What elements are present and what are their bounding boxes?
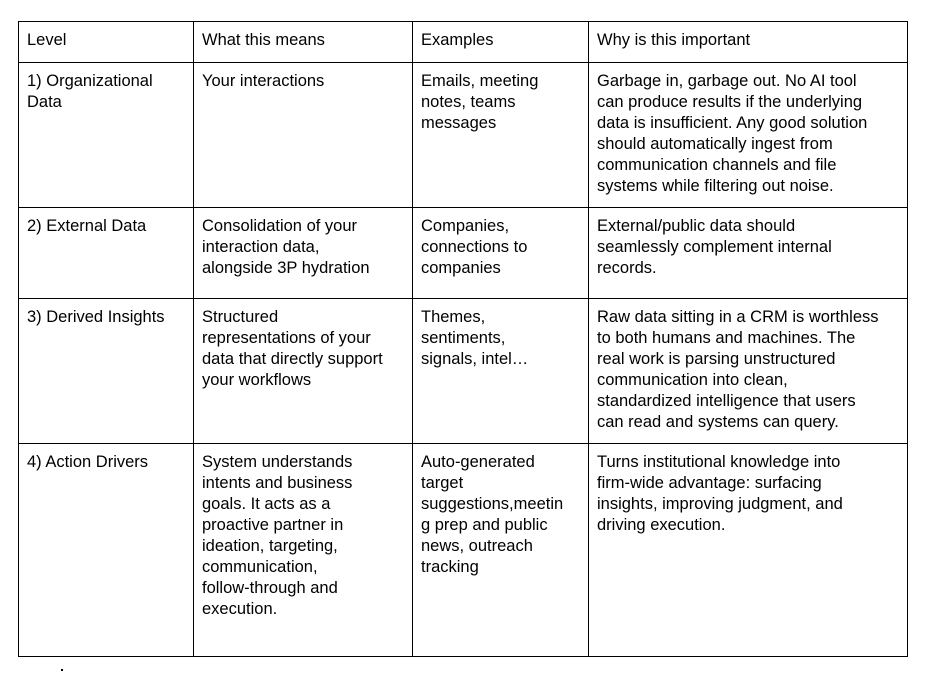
- cell-examples: Themes, sentiments, signals, intel…: [413, 299, 589, 444]
- cell-importance: External/public data should seamlessly complement internal records.: [589, 208, 908, 299]
- cell-meaning: Structured representations of your data that directly support your workflows: [194, 299, 413, 444]
- table-row: [19, 63, 908, 208]
- cell-level: 3) Derived Insights: [19, 299, 194, 444]
- table-row: [19, 208, 908, 299]
- cell-examples: Emails, meeting notes, teams messages: [413, 63, 589, 208]
- cell-importance: Raw data sitting in a CRM is worthless to both humans and machines. The real work is parsing unstructured communication into clean, standardized intelligence that users can read and systems can query.: [589, 299, 908, 444]
- cell-examples: Companies, connections to companies: [413, 208, 589, 299]
- cell-meaning: System understands intents and business goals. It acts as a proactive partner in ideation, targeting, communication, follow-through and execution.: [194, 444, 413, 657]
- stray-dot: [61, 669, 63, 671]
- header-why-important: Why is this important: [589, 22, 908, 63]
- cell-level: 2) External Data: [19, 208, 194, 299]
- cell-meaning: Your interactions: [194, 63, 413, 208]
- levels-table: [18, 21, 908, 657]
- cell-examples: Auto-generated target suggestions,meetin g prep and public news, outreach tracking: [413, 444, 589, 657]
- header-level: Level: [19, 22, 194, 63]
- cell-importance: Turns institutional knowledge into firm-wide advantage: surfacing insights, improving judgment, and driving execution.: [589, 444, 908, 657]
- cell-level: 4) Action Drivers: [19, 444, 194, 657]
- cell-meaning: Consolidation of your interaction data, alongside 3P hydration: [194, 208, 413, 299]
- table-row: [19, 444, 908, 657]
- table-header-row: [19, 22, 908, 63]
- table-row: [19, 299, 908, 444]
- header-examples: Examples: [413, 22, 589, 63]
- cell-importance: Garbage in, garbage out. No AI tool can produce results if the underlying data is insufficient. Any good solution should automatically ingest from communication channels and file systems while filtering out noise.: [589, 63, 908, 208]
- header-what-this-means: What this means: [194, 22, 413, 63]
- cell-level: 1) Organizational Data: [19, 63, 194, 208]
